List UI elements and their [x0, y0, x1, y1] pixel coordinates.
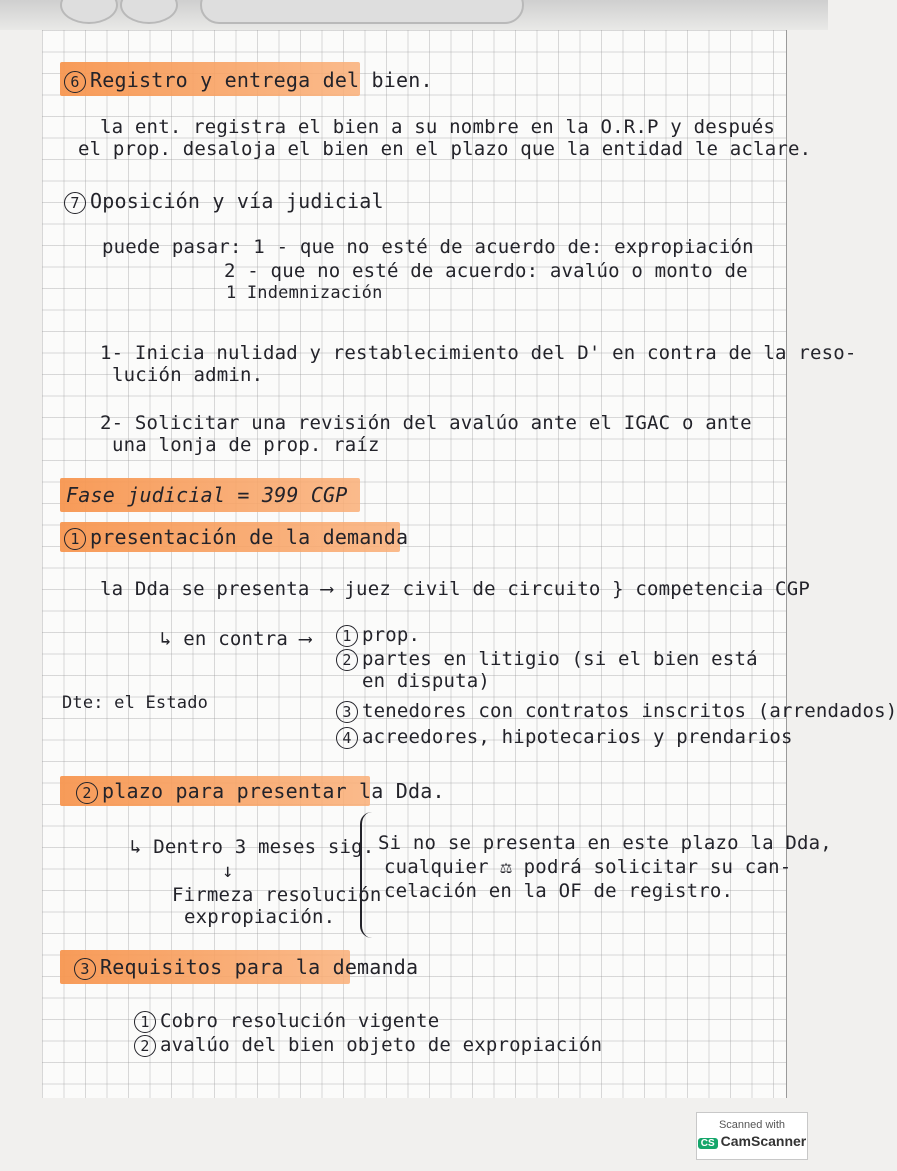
note-line: 1 Indemnización [226, 283, 383, 303]
section-title: Requisitos para la demanda [100, 955, 419, 979]
camscanner-badge [696, 1112, 808, 1160]
camscanner-logo-icon: CS [698, 1138, 718, 1149]
section-title: Oposición y vía judicial [90, 189, 384, 213]
binder-ring [120, 0, 178, 24]
bracket [360, 812, 376, 938]
note-line: en disputa) [362, 670, 491, 692]
note-line: la Dda se presenta ⟶ juez civil de circuito } competencia CGP [100, 578, 810, 600]
list-item: 1 prop. [336, 624, 420, 647]
note-line: cualquier ⚖ podrá solicitar su can- [384, 856, 792, 878]
note-line: ↓ [222, 860, 234, 882]
note-line: una lonja de prop. raíz [112, 434, 380, 456]
note-line: Firmeza resolución [172, 884, 382, 906]
binder-ring [200, 0, 524, 24]
list-item: 2 partes en litigio (si el bien está [336, 648, 758, 671]
notebook-top-edge [0, 0, 828, 30]
note-line: ↳ en contra ⟶ [160, 628, 312, 650]
section-title: presentación de la demanda [90, 525, 409, 549]
note-line: ↳ Dentro 3 meses sig. [130, 836, 375, 858]
section-heading-presentacion [64, 526, 408, 550]
section-number: 6 [64, 71, 86, 93]
section-heading-registro [64, 69, 433, 93]
note-line: lución admin. [112, 364, 264, 386]
list-item: 4 acreedores, hipotecarios y prendarios [336, 726, 793, 749]
note-line: Si no se presenta en este plazo la Dda, [378, 832, 832, 854]
note-line: 2- Solicitar una revisión del avalúo ante el IGAC o ante [100, 412, 752, 434]
section-number: 7 [64, 192, 86, 214]
binder-ring [60, 0, 118, 24]
note-line: puede pasar: 1 - que no esté de acuerdo de: expropiación [102, 236, 754, 258]
section-heading-plazo [76, 780, 445, 804]
note-line: el prop. desaloja el bien en el plazo que la entidad le aclare. [78, 138, 812, 160]
section-heading-requisitos [74, 956, 418, 980]
section-number: 3 [74, 958, 96, 980]
note-line: Dte: el Estado [62, 693, 209, 713]
note-line: celación en la OF de registro. [384, 880, 734, 902]
list-item: 2 avalúo del bien objeto de expropiación [134, 1034, 602, 1057]
note-line: expropiación. [184, 906, 336, 928]
section-number: 1 [64, 528, 86, 550]
phase-heading: Fase judicial = 399 CGP [66, 483, 348, 507]
list-item: 3 tenedores con contratos inscritos (arrendados) [336, 700, 897, 723]
note-line: 1- Inicia nulidad y restablecimiento del D' en contra de la reso- [100, 342, 857, 364]
badge-caption: Scanned with [718, 1119, 786, 1131]
section-title: Registro y entrega del bien. [90, 68, 433, 92]
note-line: la ent. registra el bien a su nombre en la O.R.P y después [100, 116, 776, 138]
section-title: plazo para presentar la Dda. [102, 779, 445, 803]
badge-brand: CS CamScanner [697, 1133, 807, 1149]
section-number: 2 [76, 782, 98, 804]
section-heading-oposicion [64, 190, 384, 214]
list-item: 1 Cobro resolución vigente [134, 1010, 439, 1033]
note-line: 2 - que no esté de acuerdo: avalúo o monto de [224, 260, 748, 282]
